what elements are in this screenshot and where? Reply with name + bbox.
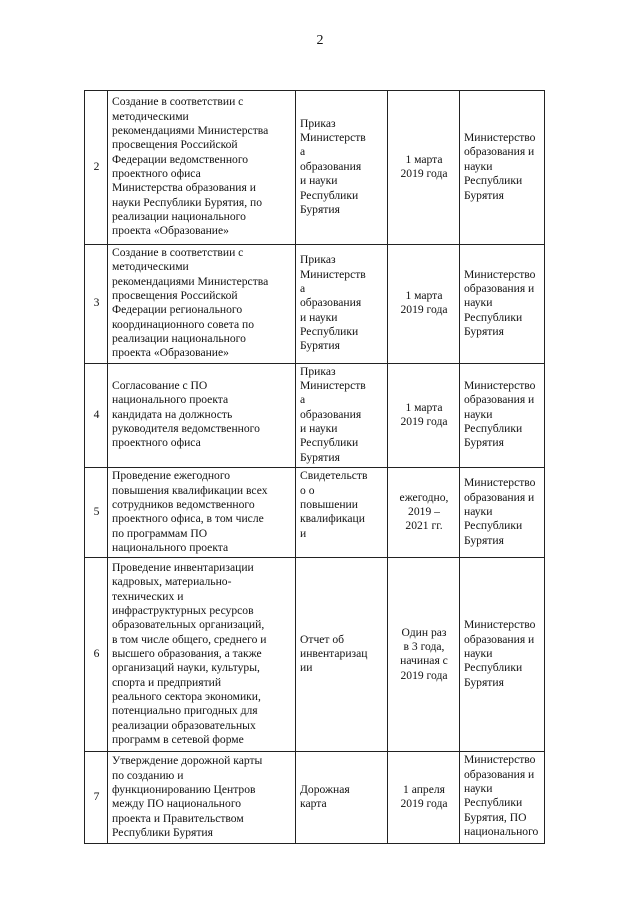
table-row (85, 558, 545, 752)
document-type: Приказ Министерств а образования и науки Республики Бурятия (296, 363, 388, 467)
plan-table (84, 90, 545, 844)
responsible-party: Министерство образования и науки Республики Бурятия, ПО национального (460, 752, 545, 844)
table-row (85, 91, 545, 245)
table-row (85, 245, 545, 364)
deadline: 1 марта 2019 года (388, 91, 460, 245)
document-type: Свидетельств о о повышении квалификаци и (296, 468, 388, 558)
deadline: 1 марта 2019 года (388, 245, 460, 364)
deadline: 1 апреля 2019 года (388, 752, 460, 844)
responsible-party: Министерство образования и науки Республики Бурятия (460, 558, 545, 752)
event-description: Утверждение дорожной карты по созданию и функционированию Центров между ПО национального проекта и Правительством Республики Бурятия (108, 752, 296, 844)
event-description: Согласование с ПО национального проекта кандидата на должность руководителя ведомственного проектного офиса (108, 363, 296, 467)
table-row (85, 363, 545, 467)
responsible-party: Министерство образования и науки Республики Бурятия (460, 363, 545, 467)
table-row (85, 752, 545, 844)
row-number: 7 (85, 752, 108, 844)
row-number: 6 (85, 558, 108, 752)
event-description: Создание в соответствии с методическими рекомендациями Министерства просвещения Российской Федерации регионального координационного совета по реализации национального проекта «Образование» (108, 245, 296, 364)
event-description: Создание в соответствии с методическими рекомендациями Министерства просвещения Российской Федерации ведомственного проектного офиса Министерства образования и науки Республики Бурятия, по реализации национального проекта «Образование» (108, 91, 296, 245)
row-number: 4 (85, 363, 108, 467)
table-row (85, 468, 545, 558)
deadline: 1 марта 2019 года (388, 363, 460, 467)
document-type: Дорожная карта (296, 752, 388, 844)
document-type: Приказ Министерств а образования и науки Республики Бурятия (296, 245, 388, 364)
document-type: Отчет об инвентаризац ии (296, 558, 388, 752)
row-number: 3 (85, 245, 108, 364)
responsible-party: Министерство образования и науки Республики Бурятия (460, 468, 545, 558)
document-type: Приказ Министерств а образования и науки Республики Бурятия (296, 91, 388, 245)
row-number: 5 (85, 468, 108, 558)
row-number: 2 (85, 91, 108, 245)
deadline: Один раз в 3 года, начиная с 2019 года (388, 558, 460, 752)
deadline: ежегодно, 2019 – 2021 гг. (388, 468, 460, 558)
page-number: 2 (316, 33, 324, 48)
event-description: Проведение ежегодного повышения квалификации всех сотрудников ведомственного проектного офиса, в том числе по программам ПО национального проекта (108, 468, 296, 558)
event-description: Проведение инвентаризации кадровых, материально- технических и инфраструктурных ресурсов образовательных организаций, в том числе общего, среднего и высшего образования, а также организаций науки, культуры, спорта и предприятий реального сектора экономики, потенциально пригодных для реализации образовательных программ в сетевой форме (108, 558, 296, 752)
responsible-party: Министерство образования и науки Республики Бурятия (460, 91, 545, 245)
responsible-party: Министерство образования и науки Республики Бурятия (460, 245, 545, 364)
